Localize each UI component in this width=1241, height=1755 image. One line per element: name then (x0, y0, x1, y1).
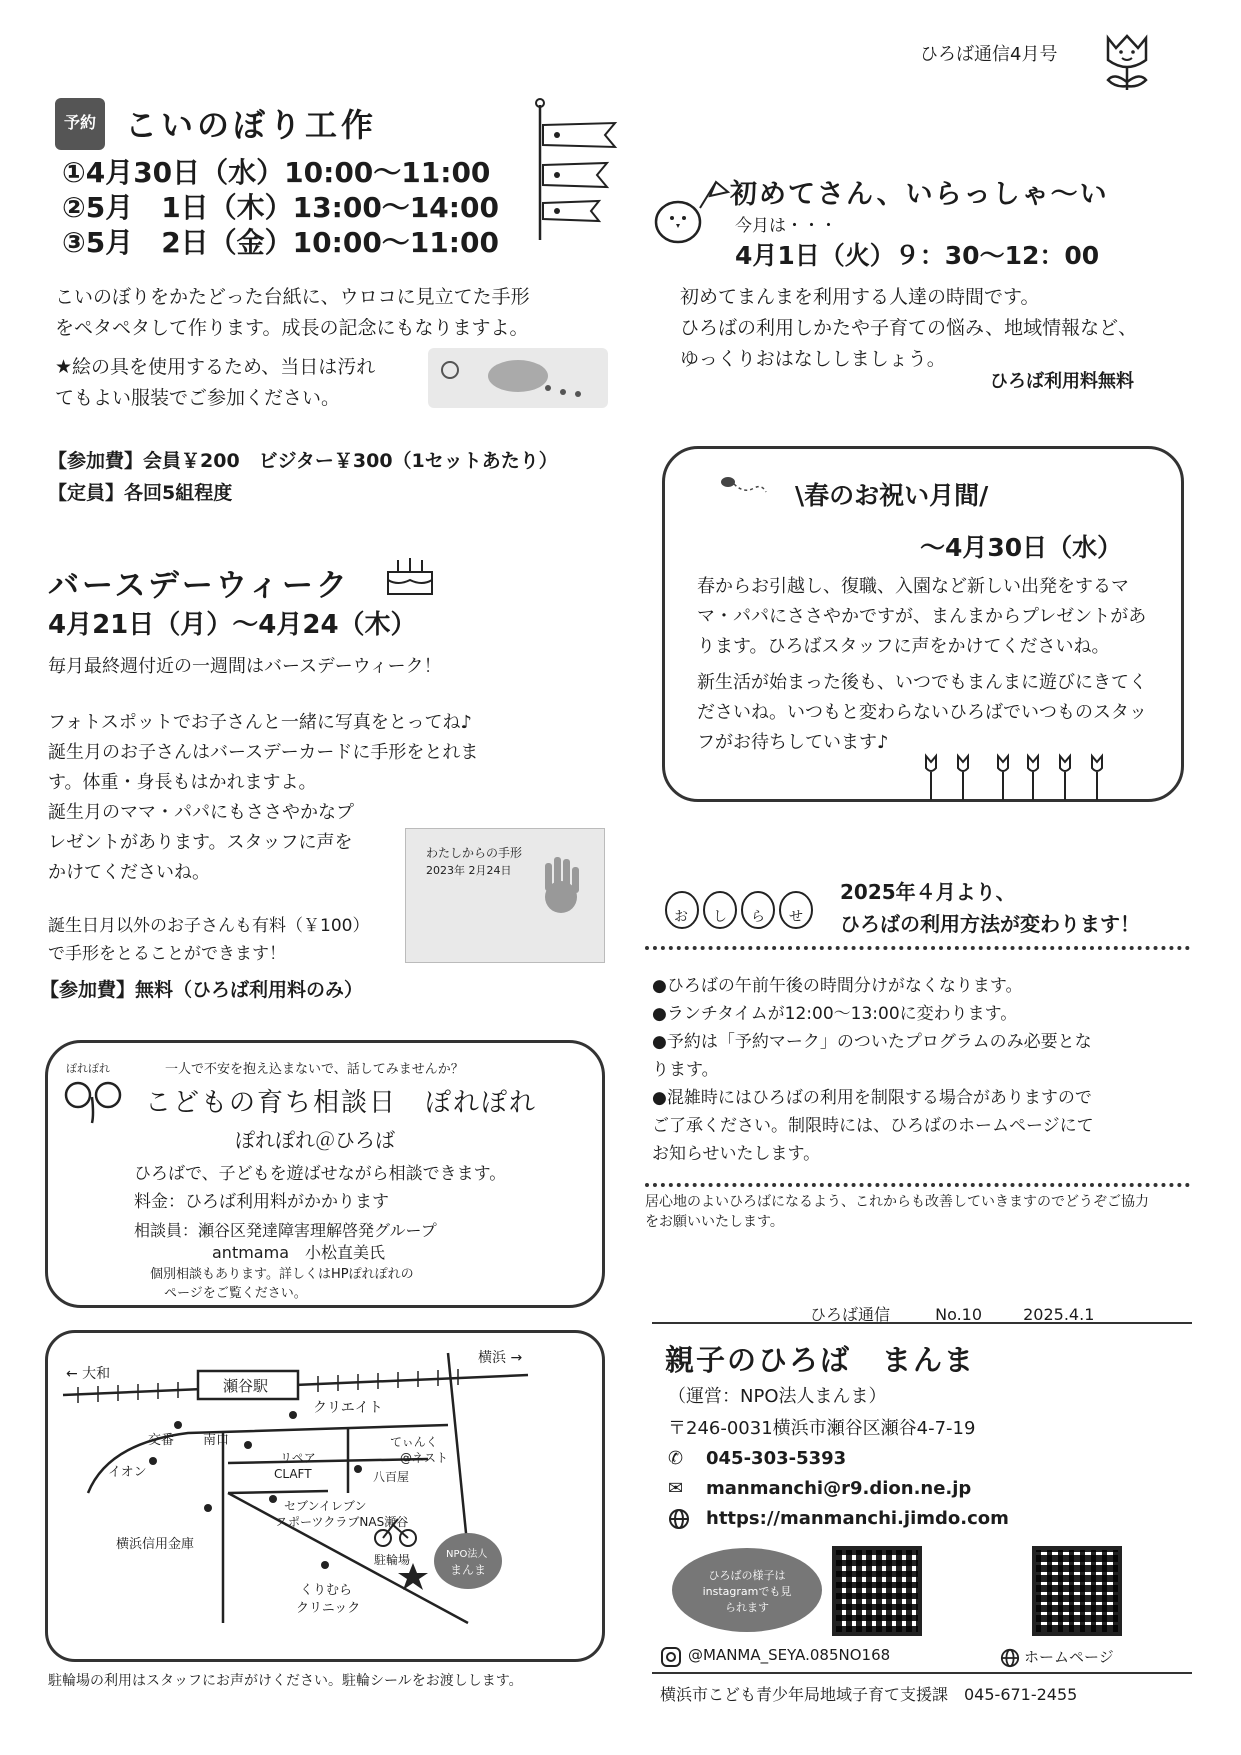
birthday-p1: 毎月最終週付近の一週間はバースデーウィーク！ (48, 656, 442, 677)
session-2: ②5月 1日（木）13:00～14:00 (62, 191, 499, 224)
spring-p1-3: ります。ひろばスタッフに声をかけてくださいね。 (697, 636, 1110, 657)
card-label: わたしからの手形 (426, 846, 523, 860)
footer-divider (652, 1672, 1192, 1674)
map-shinkin: 横浜信用金庫 (116, 1537, 195, 1552)
map-create: クリエイト (313, 1400, 383, 1416)
chick-char-2: し (713, 909, 727, 925)
homepage-link[interactable]: ホームページ (1024, 1648, 1114, 1666)
spring-title: \春のお祝い月間/ (795, 481, 989, 510)
birthday-fee: 【参加費】無料（ひろば利用料のみ） (40, 979, 364, 1001)
birthday-p2-3: す。体重・身長もはかれますよ。 (48, 772, 317, 793)
koinobori-note-2: てもよい服装でご参加ください。 (55, 387, 341, 409)
instagram-handle[interactable]: @MANMA_SEYA.085NO168 (688, 1646, 891, 1664)
handprint-photo (428, 348, 608, 408)
birthday-p2-2: 誕生月のお子さんはバースデーカードに手形をとれま (48, 742, 479, 763)
change-item-2: ●ランチタイムが12:00～13:00に変わります。 (652, 1004, 1018, 1024)
birthday-date: 4月21日（月）～4月24（木） (48, 610, 417, 640)
soudan-note-1: 個別相談もあります。詳しくはHPぽれぽれの (150, 1267, 414, 1282)
info-org: （運営：NPO法人まんま） (668, 1386, 887, 1407)
spring-p2-1: 新生活が始まった後も、いつでもまんまに遊びにきてく (697, 672, 1147, 693)
hajimete-title: 初めてさん、いらっしゃ～い (730, 179, 1109, 210)
soudan-staff-2: antmama 小松直美氏 (212, 1243, 386, 1262)
map-sports: スポーツクラブNAS瀬谷 (276, 1515, 409, 1529)
change-footer-1: 居心地のよいひろばになるよう、これからも改善していきますのでどうぞご協力 (645, 1194, 1149, 1210)
soudan-note-2: ページをご覧ください。 (164, 1286, 307, 1301)
birthday-p3-2: レゼントがあります。スタッフに声を (48, 832, 353, 853)
instagram-qr-code[interactable] (832, 1546, 922, 1636)
soudan-desc: ひろばで、子どもを遊ばせながら相談できます。 (134, 1164, 507, 1184)
card-date: 2023年 2月24日 (426, 864, 512, 877)
session-1: ①4月30日（水）10:00～11:00 (62, 156, 491, 189)
koinobori-desc-2: をペタペタして作ります。成長の記念にもなりますよ。 (55, 317, 529, 339)
birthday-p4-1: 誕生日月以外のお子さんも有料（￥100） (48, 916, 370, 936)
map-nest: @ネスト (400, 1451, 449, 1465)
phone-icon: ✆ (668, 1448, 684, 1469)
birthday-p3-3: かけてくださいね。 (48, 862, 210, 883)
cake-icon (382, 550, 438, 598)
change-item-3: ●予約は「予約マーク」のついたプログラムのみ必要とな ります。 (652, 1032, 1092, 1080)
map-npo-2: まんま (450, 1563, 487, 1577)
info-top: ひろば通信 No.10 2025.4.1 (810, 1305, 1095, 1324)
map-box (45, 1330, 605, 1662)
instagram-bubble: ひろばの様子は instagramでも見 られます (672, 1548, 822, 1632)
spring-p1-1: 春からお引越し、復職、入園など新しい出発をするマ (697, 576, 1129, 597)
globe-icon (668, 1508, 690, 1530)
koinobori-flag-icon (535, 95, 625, 245)
reservation-badge: 予約 (55, 98, 105, 150)
porepore-logo-icon (62, 1075, 126, 1125)
session-3: ③5月 2日（金）10:00～11:00 (62, 226, 499, 259)
change-footer-2: をお願いいたします。 (645, 1214, 784, 1230)
map-yokohama: 横浜 → (478, 1350, 523, 1366)
instagram-icon (660, 1646, 682, 1668)
hajimete-desc-1: 初めてまんまを利用する人達の時間です。 (680, 286, 1040, 308)
koinobori-desc-1: こいのぼりをかたどった台紙に、ウロコに見立てた手形 (55, 286, 530, 308)
hajimete-sub: 今月は・・・ (735, 216, 837, 236)
oshirase-chicks-icon (662, 880, 822, 936)
map-npo-1: NPO法人 (446, 1549, 488, 1560)
map-koban: 交番 (148, 1433, 175, 1448)
bee-icon (718, 470, 768, 500)
map-clinic-2: クリニック (296, 1601, 361, 1616)
map-claft: CLAFT (274, 1467, 312, 1481)
map-aeon: イオン (108, 1465, 147, 1480)
chick-char-1: お (674, 909, 688, 925)
map-seven: セブンイレブン (284, 1499, 367, 1513)
hajimete-date: 4月1日（火）９：30～12：00 (735, 241, 1100, 270)
map-clinic-1: くりむら (300, 1583, 353, 1598)
map-parking: 駐輪場 (374, 1553, 411, 1567)
map-station: 瀬谷駅 (223, 1377, 269, 1395)
spring-until: ～4月30日（水） (920, 533, 1123, 562)
hajimete-desc-2: ひろばの利用しかたや子育ての悩み、地域情報など、 (680, 317, 1138, 339)
porepore-logo-text: ぽれぽれ (66, 1062, 110, 1075)
birthday-card-photo (405, 828, 605, 963)
change-title-1: 2025年４月より、 (840, 880, 1016, 904)
koinobori-fee: 【参加費】会員￥200 ビジター￥300（1セットあたり） (48, 450, 558, 472)
soudan-staff-1: 相談員：瀬谷区発達障害理解啓発グループ (134, 1221, 437, 1240)
koinobori-title: こいのぼり工作 (125, 106, 378, 144)
soudan-fee: 料金：ひろば利用料がかかります (134, 1192, 389, 1212)
hajimete-desc-3: ゆっくりおはなししましょう。 (680, 348, 946, 370)
spring-p1-2: マ・パパにささやかですが、まんまからプレゼントがあ (697, 606, 1147, 627)
spring-p2-2: ださいね。いつもと変わらないひろばでいつものスタッ (697, 702, 1147, 723)
koinobori-capacity: 【定員】各回5組程度 (48, 482, 233, 504)
change-item-1: ●ひろばの午前午後の時間分けがなくなります。 (652, 976, 1023, 996)
hajimete-fee: ひろば利用料無料 (990, 371, 1134, 392)
info-address: 〒246-0031横浜市瀬谷区瀬谷4-7-19 (668, 1418, 976, 1439)
change-list (652, 972, 1192, 1168)
info-footer: 横浜市こども青少年局地域子育て支援課 045-671-2455 (660, 1685, 1078, 1704)
info-tel: 045-303-5393 (706, 1448, 847, 1469)
map-yaoya: 八百屋 (373, 1470, 410, 1484)
handprint-icon (531, 849, 591, 919)
issue-title: ひろば通信4月号 (920, 44, 1058, 65)
koinobori-note-1: ★絵の具を使用するため、当日は汚れ (55, 356, 376, 378)
map-yamato: ← 大和 (66, 1366, 111, 1382)
birthday-p2-1: フォトスポットでお子さんと一緒に写真をとってね♪ (48, 712, 473, 733)
map-minamiguchi: 南口 (203, 1433, 230, 1448)
map-caption: 駐輪場の利用はスタッフにお声がけください。駐輪シールをお渡しします。 (48, 1673, 523, 1689)
change-title-2: ひろばの利用方法が変わります！ (840, 912, 1140, 936)
dotted-divider-bottom (645, 1183, 1190, 1187)
info-email[interactable]: manmanchi@r9.dion.ne.jp (706, 1478, 972, 1499)
chick-char-3: ら (751, 909, 765, 925)
homepage-globe-icon (1000, 1648, 1020, 1668)
info-name: 親子のひろば まんま (665, 1343, 976, 1377)
change-item-4: ●混雑時にはひろばの利用を制限する場合がありますので ご了承ください。制限時には、ひろばのホームページにて お知らせいたします。 (652, 1088, 1094, 1164)
spring-p2-3: フがお待ちしています♪ (697, 732, 889, 753)
soudan-sub: ぽれぽれ＠ひろば (235, 1128, 395, 1152)
soudan-tagline: 一人で不安を抱え込まないで、話してみませんか？ (165, 1062, 464, 1077)
tulip-face-icon (1100, 30, 1154, 92)
info-divider (652, 1322, 1192, 1324)
map-tenku: てぃんく (390, 1435, 438, 1449)
info-web[interactable]: https://manmanchi.jimdo.com (706, 1508, 1009, 1529)
mail-icon: ✉ (668, 1478, 684, 1499)
chick-char-4: せ (789, 909, 803, 925)
birthday-p3-1: 誕生月のママ・パパにもささやかなプ (48, 802, 354, 823)
birthday-p4-2: で手形をとることができます！ (48, 944, 286, 964)
dotted-divider-top (645, 946, 1190, 950)
soudan-title: こどもの育ち相談日 ぽれぽれ (145, 1088, 538, 1118)
chick-flag-icon (650, 178, 730, 248)
homepage-qr-code[interactable] (1032, 1546, 1122, 1636)
tulips-icon (920, 752, 1120, 802)
birthday-title: バースデーウィーク (48, 568, 350, 604)
map-repair: リペア (280, 1451, 316, 1465)
